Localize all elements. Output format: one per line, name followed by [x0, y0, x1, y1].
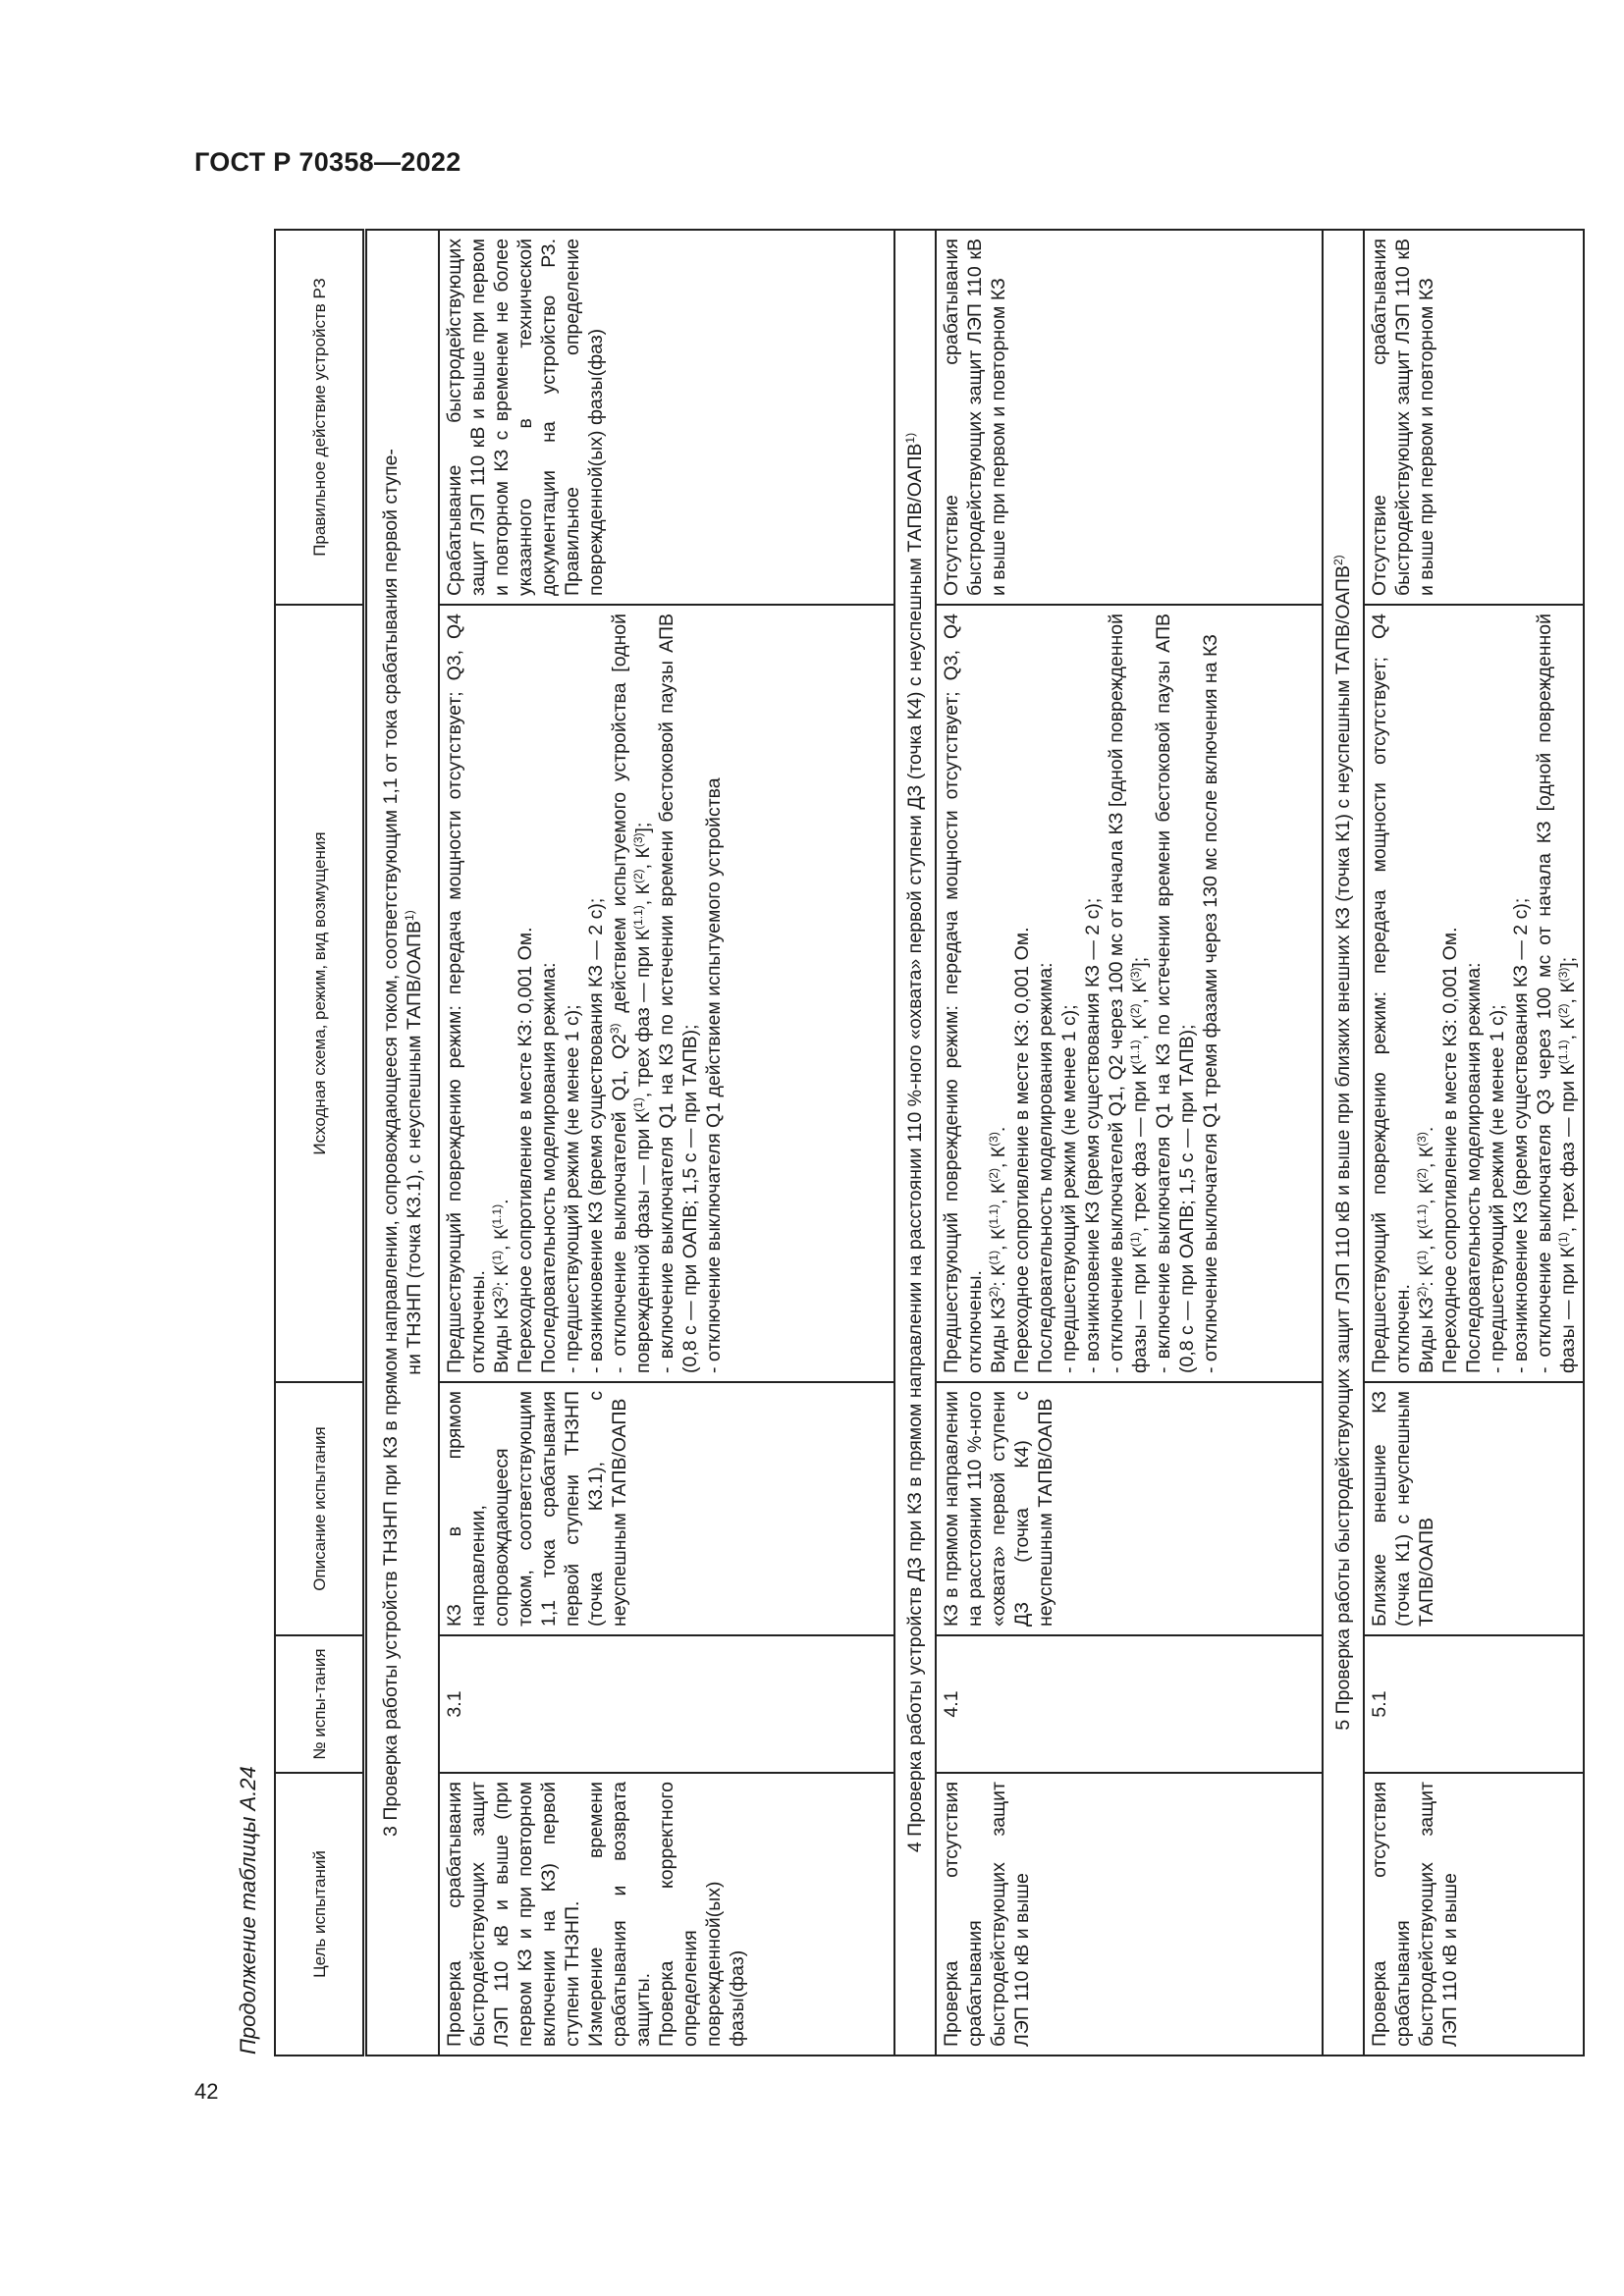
rotated-table-area: [231, 231, 1579, 2056]
test-table: [274, 229, 1585, 2056]
table-row: [439, 230, 894, 2056]
goal-cell: Проверка срабатывания быстродействующих защит ЛЭП 110 кВ и выше (при первом КЗ и при повторном включении на КЗ) первой ступени ТНЗНП. Измерение времени срабатывания и возврата защиты. Проверка корректного определения поврежденной(ых) фазы(фаз): [439, 1773, 894, 2056]
goal-cell: Проверка отсутствия срабатывания быстродействующих защит ЛЭП 110 кВ и выше: [1364, 1773, 1584, 2056]
goal-cell: Проверка отсутствия срабатывания быстродействующих защит ЛЭП 110 кВ и выше: [936, 1773, 1323, 2056]
section-row: [365, 230, 440, 2056]
table-row: [936, 230, 1323, 2056]
description-cell: Близкие внешние КЗ (точка К1) с неуспешным ТАПВ/ОАПВ: [1364, 1382, 1584, 1635]
column-header-goal: Цель испытаний: [275, 1773, 365, 2056]
page-number: 42: [194, 2079, 219, 2104]
column-header-action: Правильное действие устройств РЗ: [275, 230, 365, 605]
action-cell: Отсутствие срабатывания быстродействующих защит ЛЭП 110 кВ и выше при первом и повторном КЗ: [1364, 230, 1584, 605]
column-header-scheme: Исходная схема, режим, вид возмущения: [275, 605, 365, 1382]
scheme-cell: Предшествующий повреждению режим: передача мощности отсутствует; Q3, Q4 отключены. Виды КЗ$^{2)}$: $К^{(1)}$, $К^{(1.1)}$. Переходное сопротивление в месте КЗ: 0,001 Ом. Последовательность моделирования режима: - предшествующий режим (не менее 1 с); - возникновение КЗ (время существования КЗ — 2 с); - отключение выключателей Q1, Q2$^{3)}$ действием испытуемого устройства [одной поврежденной фазы — при $К^{(1)}$, трех фаз — при $К^{(1.1)}$, $К^{(2)}$, $К^{(3)}$]; - включение выключателя Q1 на КЗ по истечении времени бестоковой паузы АПВ (0,8 с — при ОАПВ; 1,5 с — при ТАПВ); - отключение выключателя Q1 действием испытуемого устройства: [439, 605, 894, 1382]
table-caption: Продолжение таблицы А.24: [236, 1766, 260, 2055]
column-header-number: № испы-тания: [275, 1635, 365, 1773]
description-cell: КЗ в прямом направлении на расстоянии 110 %-ного «охвата» первой ступени ДЗ (точка К4) с неуспешным ТАПВ/ОАПВ: [936, 1382, 1323, 1635]
table-header-row: [275, 230, 365, 2056]
section-row: [1323, 230, 1364, 2056]
section-3-title: 3 Проверка работы устройств ТНЗНП при КЗ в прямом направлении, сопровождающееся током, соответствующим 1,1 от тока срабатывания первой ступе- ни ТНЗНП (точка К3.1), с неуспешным ТАПВ/ОАПВ$^{1)}$: [365, 230, 440, 2056]
test-number-cell: 3.1: [439, 1635, 894, 1773]
description-cell: КЗ в прямом направлении, сопровождающееся током, соответствующим 1,1 тока срабатывания первой ступени ТНЗНП (точка К3.1), с неуспешным ТАПВ/ОАПВ: [439, 1382, 894, 1635]
section-5-title: 5 Проверка работы быстродействующих защит ЛЭП 110 кВ и выше при близких внешних КЗ (точка К1) с неуспешным ТАПВ/ОАПВ$^{2)}$: [1323, 230, 1364, 2056]
scheme-cell: Предшествующий повреждению режим: передача мощности отсутствует; Q3, Q4 отключены. Виды КЗ$^{2)}$: $К^{(1)}$, $К^{(1.1)}$, $К^{(2)}$, $К^{(3)}$. Переходное сопротивление в месте КЗ: 0,001 Ом. Последовательность моделирования режима: - предшествующий режим (не менее 1 с); - возникновение КЗ (время существования КЗ — 2 с); - отключение выключателей Q1, Q2 через 100 мс от начала КЗ [одной поврежденной фазы — при $К^{(1)}$, трех фаз — при $К^{(1.1)}$, $К^{(2)}$, $К^{(3)}$]; - включение выключателя Q1 на КЗ по истечении времени бестоковой паузы АПВ (0,8 с — при ОАПВ; 1,5 с — при ТАПВ); - отключение выключателя Q1 тремя фазами через 130 мс после включения на КЗ: [936, 605, 1323, 1382]
section-row: [894, 230, 936, 2056]
action-cell: Срабатывание быстродействующих защит ЛЭП 110 кВ и выше при первом и повторном КЗ с временем не более указанного в технической документации на устройство РЗ. Правильное определение поврежденной(ых) фазы(фаз): [439, 230, 894, 605]
column-header-description: Описание испытания: [275, 1382, 365, 1635]
scheme-cell: Предшествующий повреждению режим: передача мощности отсутствует; Q4 отключен. Виды КЗ$^{2)}$: $К^{(1)}$, $К^{(1.1)}$, $К^{(2)}$, $К^{(3)}$. Переходное сопротивление в месте КЗ: 0,001 Ом. Последовательность моделирования режима: - предшествующий режим (не менее 1 с); - возникновение КЗ (время существования КЗ — 2 с); - отключение выключателя Q3 через 100 мс от начала КЗ [одной поврежденной фазы — при $К^{(1)}$, трех фаз — при $К^{(1.1)}$, $К^{(2)}$, $К^{(3)}$];: [1364, 605, 1584, 1382]
test-number-cell: 4.1: [936, 1635, 1323, 1773]
document-title: ГОСТ Р 70358—2022: [194, 147, 461, 177]
table-row: [1364, 230, 1584, 2056]
section-4-title: 4 Проверка работы устройств ДЗ при КЗ в прямом направлении на расстоянии 110 %-ного «охвата» первой ступени ДЗ (точка К4) с неуспешным ТАПВ/ОАПВ$^{1)}$: [894, 230, 936, 2056]
test-number-cell: 5.1: [1364, 1635, 1584, 1773]
action-cell: Отсутствие срабатывания быстродействующих защит ЛЭП 110 кВ и выше при первом и повторном КЗ: [936, 230, 1323, 605]
